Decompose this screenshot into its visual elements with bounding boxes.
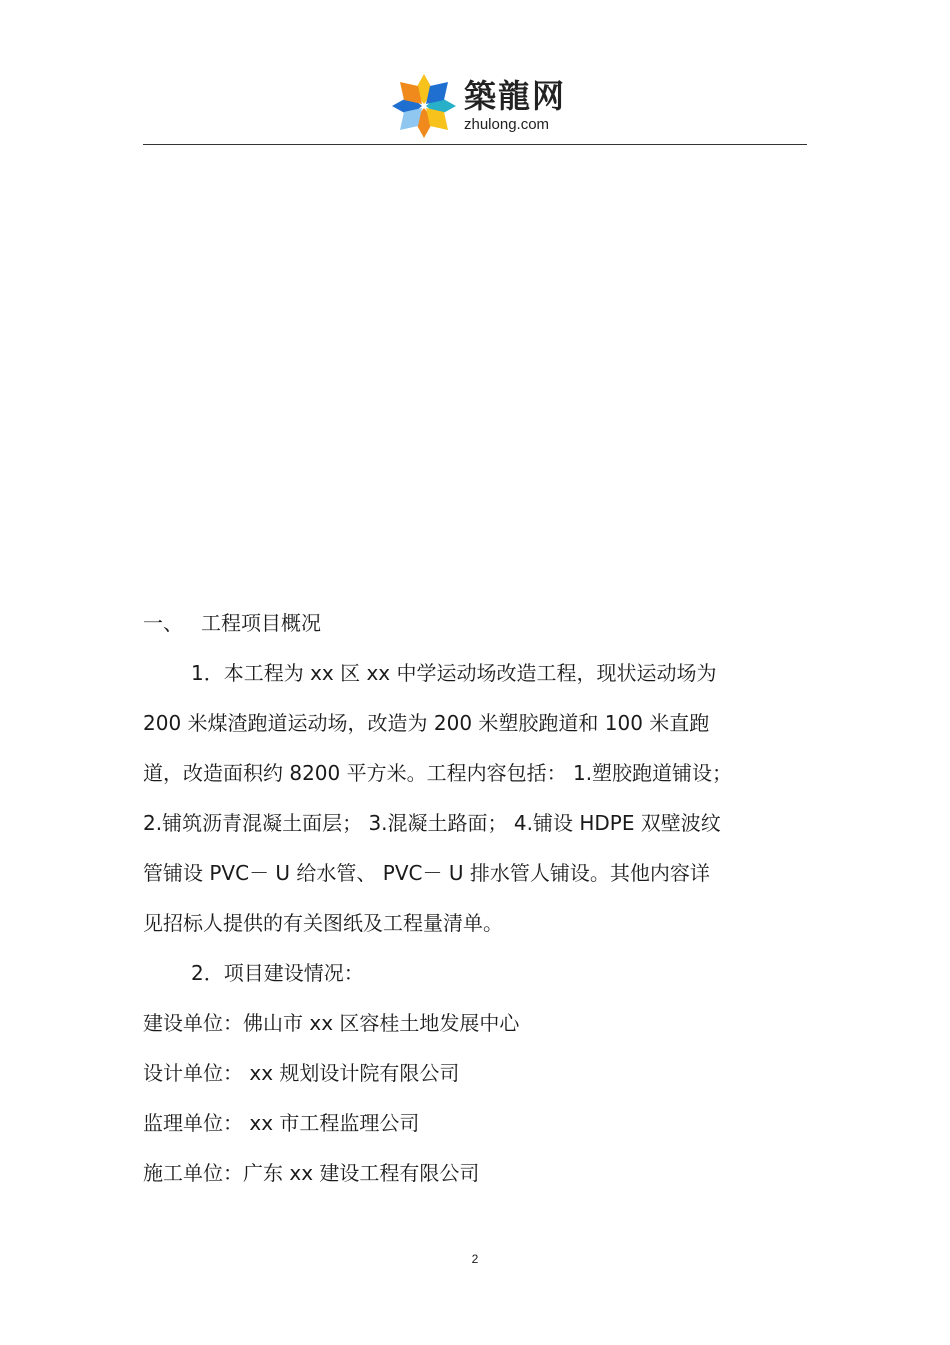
paragraph-line: 2.铺筑沥青混凝土面层； 3.混凝土路面； 4.铺设 HDPE 双壁波纹 [143,811,721,835]
paragraph-line: 200 米煤渣跑道运动场，改造为 200 米塑胶跑道和 100 米直跑 [143,711,710,735]
supervision-unit: 监理单位： xx 市工程监理公司 [143,1111,420,1135]
zhulong-logo[interactable] [388,70,566,142]
construction-unit: 建设单位：佛山市 xx 区容桂土地发展中心 [143,1011,520,1035]
page-number: 2 [471,1252,479,1266]
subsection-heading: 2．项目建设情况： [191,961,364,985]
section-number: 一、 [143,611,183,635]
paragraph-line: 道，改造面积约 8200 平方米。工程内容包括： 1.塑胶跑道铺设； [143,761,733,785]
contractor-unit: 施工单位：广东 xx 建设工程有限公司 [143,1161,480,1185]
document-body [143,598,807,1198]
paragraph-line: 1．本工程为 xx 区 xx 中学运动场改造工程，现状运动场为 [191,661,717,685]
logo-chinese-name: 築龍网 [464,77,567,115]
section-title: 工程项目概况 [201,611,321,635]
logo-text [464,78,566,134]
design-unit: 设计单位： xx 规划设计院有限公司 [143,1061,460,1085]
paragraph-line: 管铺设 PVC－ U 给水管、 PVC－ U 排水管人铺设。其他内容详 [143,861,710,885]
header-divider [143,144,807,145]
logo-domain: zhulong.com [464,116,550,133]
zhulong-pinwheel-icon [388,70,460,142]
paragraph-line: 见招标人提供的有关图纸及工程量清单。 [143,911,503,935]
page-header [0,0,950,150]
section-heading [143,598,807,648]
